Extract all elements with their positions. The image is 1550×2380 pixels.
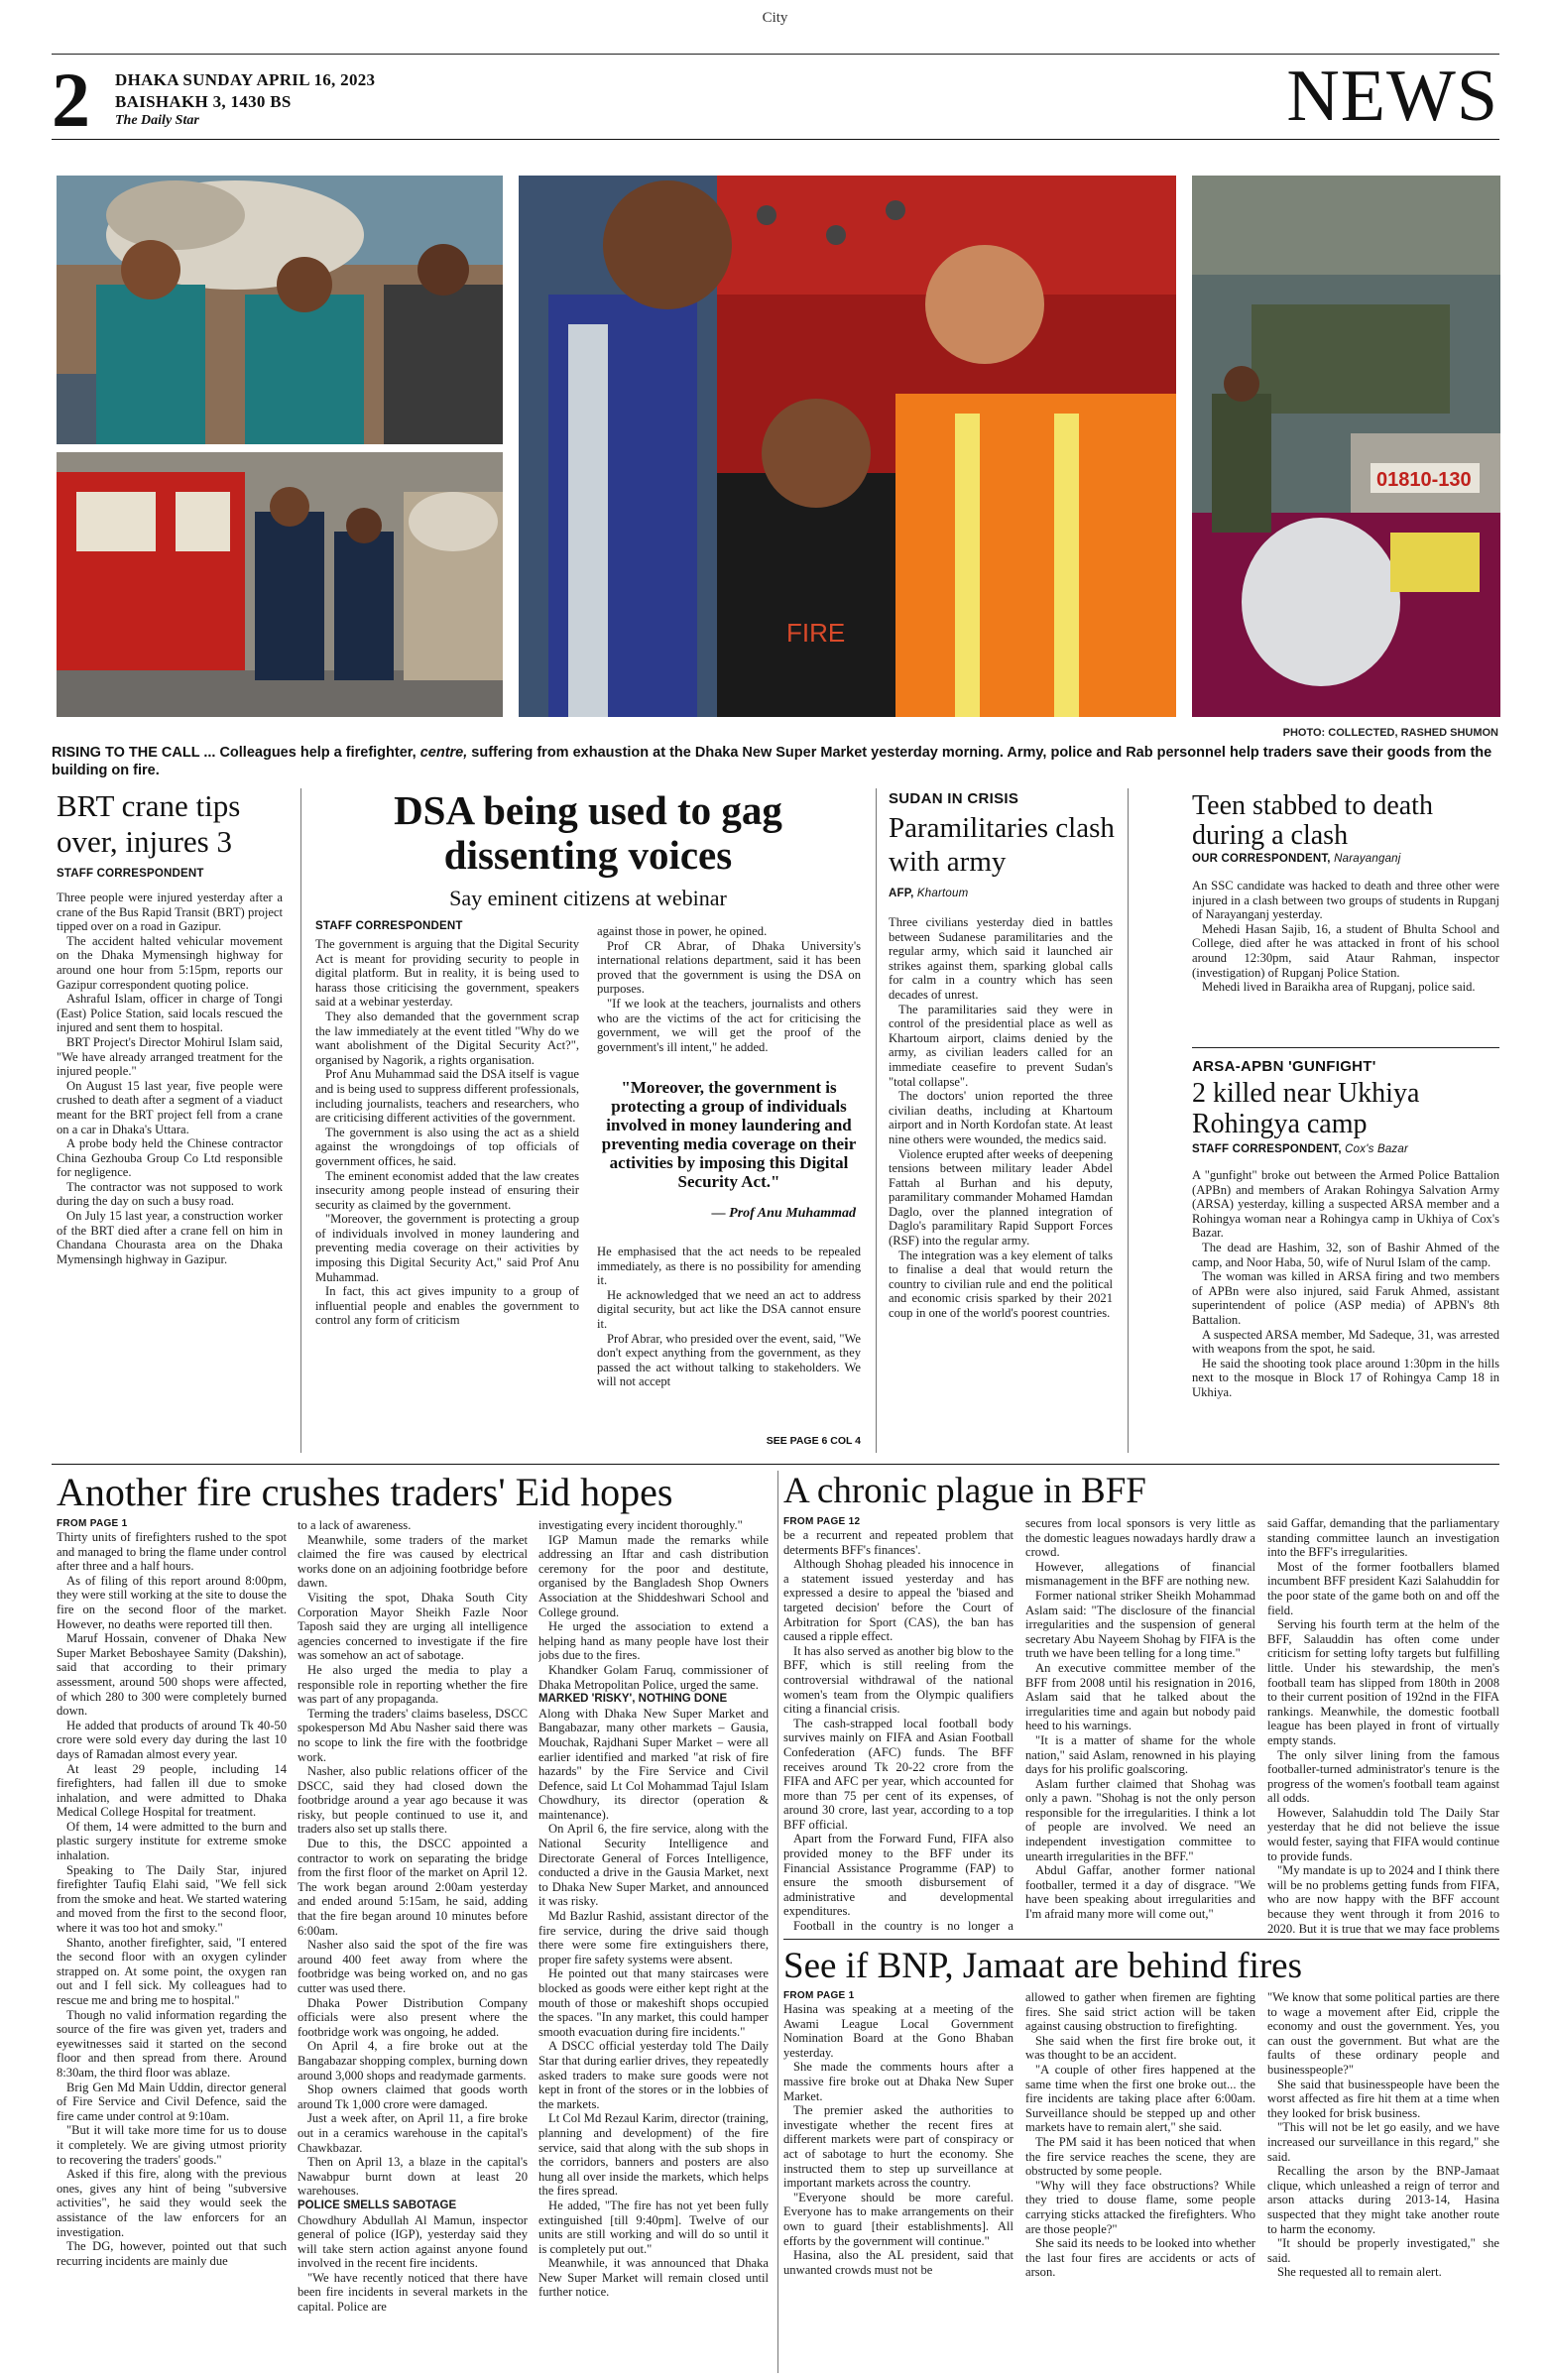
sudan-byline-agency: AFP, — [889, 888, 914, 899]
teen-byline-label: OUR CORRESPONDENT, — [1192, 853, 1331, 865]
fire-para: Along with Dhaka New Super Market and Bangabazar, many other markets – Gausia, Mouchak, Rajdhani Super Market – were all earlier identified and marked "at risk of fire hazards" by the Fire Service and Civil Defence, said Lt Col Mohammad Tajul Islam Chowdhury, its director (operation & maintenance). — [538, 1706, 769, 1822]
bff-para: Serving his fourth term at the helm of the BFF, Salauddin has often come under criticism for setting lofty targets but fulfilling little. Under his stewardship, the men's football team has slipped from 180th in 2008 to their current position of 192nd in the FIFA rankings. Meanwhile, the domestic football league has been played in front of virtually empty stands. — [1267, 1617, 1499, 1747]
fire-headline: Another fire crushes traders' Eid hopes — [57, 1470, 673, 1514]
dsa-para: He acknowledged that we need an act to address digital security, but act like the DSA cannot ensure it. — [597, 1287, 861, 1331]
dsa-para: Prof CR Abrar, of Dhaka University's international relations department, said it has been proved that the government is using the DSA on purposes. — [597, 938, 861, 997]
fire-para: Of them, 14 were admitted to the burn and plastic surgery institute for extreme smoke inhalation. — [57, 1819, 287, 1863]
fire-para: Terming the traders' claims baseless, DSCC spokesperson Md Abu Nasher said there was no scope to link the fire with the footbridge work. — [298, 1706, 528, 1764]
fire-para: Maruf Hossain, convener of Dhaka New Super Market Beboshayee Samity (Dakshin), said that according to their primary assessment, around 500 shops were affected, of which 280 to 300 were completely burned down. — [57, 1631, 287, 1719]
teen-para: Mehedi lived in Baraikha area of Rupganj, police said. — [1202, 980, 1476, 995]
photo-credit: PHOTO: COLLECTED, RASHED SHUMON — [1282, 727, 1498, 739]
teen-byline-place: Narayanganj — [1334, 853, 1401, 865]
fire-para: IGP Mamun made the remarks while addressing an Iftar and cash distribution ceremony for the poor and destitute, organised by the Bangladesh Shop Owners Association at the Shiddeshwari School and College ground. — [538, 1532, 769, 1619]
fire-para: Brig Gen Md Main Uddin, director general of Fire Service and Civil Defence, said the fire came under control at 9:10am. — [57, 2080, 287, 2123]
dsa-para: In fact, this act gives impunity to a group of influential people and enables the government to control any form of criticism — [315, 1284, 579, 1328]
date-gregorian: DHAKA SUNDAY APRIL 16, 2023 — [115, 70, 376, 89]
fire-para: Nasher, also public relations officer of the DSCC, said they had closed down the footbridge around a year ago because it was risky, but people continued to use it, and traders also set up stalls there. — [298, 1764, 528, 1837]
dsa-body-col2-top — [597, 924, 861, 1073]
caption-rest: suffering from exhaustion at the Dhaka New Super Market yesterday morning. Army, police and Rab personnel help traders save their goods from the building on fire. — [52, 745, 1492, 778]
bff-para: The cash-strapped local football body survives mainly on FIFA and Asian Football Confederation (AFC) funds. The BFF receives around Tk 20-22 crore from the FIFA and AFC per year, which accounted for more than 75 per cent of its expenses, of around 30 crore, last year, according to a top BFF official. — [783, 1716, 1013, 1832]
sudan-byline-place: Khartoum — [916, 888, 969, 899]
fire-para: Though no valid information regarding the source of the fire was given yet, traders and eyewitnesses said it started on the second floor and then spread from there. Around 8:30am, the third floor was ablaze. — [57, 2007, 287, 2080]
arsa-byline-place: Cox's Bazar — [1345, 1143, 1408, 1155]
fire-para: He added, "The fire has not yet been fully extinguished [till 9:40pm]. Twelve of our units are still working and will do so until it is completely put out." — [538, 2198, 769, 2256]
bff-para: "My mandate is up to 2024 and I think there will be no problems getting funds from FIFA, who are now happy with the BFF account because they went through it from 2016 to 2020. But it is true that we may face problems — [1267, 1863, 1499, 1935]
dsa-para: "If we look at the teachers, journalists and others who are the victims of the act for criticising the government, we will get the proof of the government's ill intent," he added. — [597, 996, 861, 1054]
sudan-para: Three civilians yesterday died in battles between Sudanese paramilitaries and the regular army, which said it launched air strikes against them, sparking global calls for calm in a country which has seen decades of unrest. — [889, 915, 1113, 1002]
bff-para: Apart from the Forward Fund, FIFA also provided money to the BFF under its Financial Assistance Programme (FAP) to ensure the smooth disbursement of administrative and developmental expenditures. — [783, 1832, 1013, 1919]
teen-para: An SSC candidate was hacked to death and three other were injured in a clash between two groups of students in Rupganj of Narayanganj yesterday. — [1192, 879, 1499, 922]
fire-para: Shop owners claimed that goods worth around Tk 1,000 crore were damaged. — [298, 2082, 528, 2111]
fire-body-col1 — [57, 1530, 287, 2375]
fire-para: As of filing of this report around 8:00pm, they were still working at the site to douse the fire on the second floor of the market. However, no deaths were reported till then. — [57, 1573, 287, 1631]
fire-body-col3 — [538, 1518, 769, 2375]
fire-para: Dhaka Power Distribution Company officials were also present where the footbridge work was ongoing, he added. — [298, 1995, 528, 2039]
bff-para: "It is a matter of shame for the whole nation," said Aslam, renowned in his playing days for his prolific goalscoring. — [1025, 1732, 1255, 1777]
photo-police-carrying-goods — [57, 176, 503, 444]
dsa-quote-attribution: — Prof Anu Muhammad — [711, 1206, 856, 1221]
bnp-headline: See if BNP, Jamaat are behind fires — [783, 1946, 1302, 1986]
fire-para: Just a week after, on April 11, a fire broke out in a ceramics warehouse in the capital's Chawkbazar. — [298, 2111, 528, 2155]
bnp-para: Hasina was speaking at a meeting of the Awami League Local Government Nomination Board at the Gono Bhaban yesterday. — [783, 2002, 1013, 2060]
header-bottom-rule — [52, 139, 1499, 140]
brt-para: BRT Project's Director Mohirul Islam said, "We have already arranged treatment for the injured people." — [57, 1034, 283, 1079]
bnp-para: She said its needs to be looked into whether the last four fires are accidents or acts of arson. — [1025, 2236, 1255, 2280]
fire-para: On April 4, a fire broke out at the Bangabazar shopping complex, burning down around 3,000 shops and readymade garments. — [298, 2039, 528, 2082]
fire-para: Thirty units of firefighters rushed to the spot and managed to bring the flame under control after three and a half hours. — [57, 1530, 287, 1574]
dsa-para: The government is arguing that the Digital Security Act is meant for providing security to people in digital platform. But in reality, it is being used to harass those criticising the government, speakers said at a webinar yesterday. — [315, 937, 579, 1010]
dsa-headline: DSA being used to gag dissenting voices — [394, 787, 782, 878]
fire-para: Shanto, another firefighter, said, "I entered the second floor with an oxygen cylinder strapped on. At some point, the oxygen ran out and I fell sick. My colleagues had to rescue me and bring me to hospital." — [57, 1935, 287, 2007]
fire-para: Md Bazlur Rashid, assistant director of the fire service, during the drive said though there were some fire extinguishers there, proper fire safety systems were absent. — [538, 1909, 769, 1966]
page-number: 2 — [52, 57, 90, 143]
bnp-para: "Everyone should be more careful. Everyone has to make arrangements on their own to guard [their establishments]. All efforts by the government will continue." — [783, 2190, 1013, 2248]
dsa-continued[interactable]: SEE PAGE 6 COL 4 — [766, 1435, 861, 1447]
arsa-byline — [1192, 1143, 1408, 1155]
fire-para: He also urged the media to play a responsible role in reporting whether the fire was part of any propaganda. — [298, 1662, 528, 1707]
story-divider — [1192, 1047, 1499, 1048]
dsa-para: The eminent economist added that the law creates insecurity among people instead of ensuring their security as claimed by the government. — [315, 1168, 579, 1212]
bnp-para: The premier asked the authorities to investigate whether the recent fires at different markets were part of conspiracy or act of sabotage to hurt the economy. She instructed them to step up surveillance at important markets across the country. — [783, 2103, 1013, 2191]
fire-para: Khandker Golam Faruq, commissioner of Dhaka Metropolitan Police, urged the same. — [538, 1662, 769, 1692]
fire-from-page: FROM PAGE 1 — [57, 1518, 128, 1529]
bnp-para: The PM said it has been noticed that when the fire service reaches the scene, they are obstructed by some people. — [1025, 2134, 1255, 2179]
brt-headline: BRT crane tips over, injures 3 — [57, 788, 241, 859]
section-label-top: City — [762, 10, 788, 26]
svg-text:FIRE: FIRE — [786, 618, 846, 648]
sudan-headline: Paramilitaries clash with army — [889, 812, 1115, 878]
sudan-byline — [889, 888, 968, 899]
fire-para: "But it will take more time for us to douse it completely. We are giving utmost priority to recovering the traders' goods." — [57, 2123, 287, 2167]
brt-para: On August 15 last year, five people were crushed to death after a segment of a viaduct meant for the BRT project fell from a crane on a car in Dhaka's Uttara. — [57, 1078, 283, 1136]
photo-caption — [52, 744, 1499, 779]
caption-lead: RISING TO THE CALL ... — [52, 745, 216, 761]
arsa-byline-label: STAFF CORRESPONDENT, — [1192, 1143, 1342, 1155]
sudan-kicker: SUDAN IN CRISIS — [889, 790, 1019, 807]
bff-para: Although Shohag pleaded his innocence in a statement issued yesterday and has expressed a desire to appeal the 'biased and targeted decision' before the Court of Arbitration for Sport (CAS), the ban has caused a ripple effect. — [783, 1557, 1013, 1644]
bnp-para: "It should be properly investigated," she said. — [1267, 2236, 1499, 2265]
arsa-para: A "gunfight" broke out between the Armed Police Battalion (APBn) and members of Arakan Rohingya Salvation Army (ARSA) yesterday, killing a suspected ARSA member and a Rohingya woman near a Rohingya camp in Ukhiya of Cox's Bazar. — [1192, 1168, 1499, 1241]
bnp-para: "This will not be let go easily, and we have increased our surveillance in this regard," she said. — [1267, 2120, 1499, 2164]
photo-army-rescue — [1192, 176, 1500, 717]
teen-para: Mehedi Hasan Sajib, 16, a student of Bhulta School and College, died after he was attacked in front of his school around 12:30pm, said Ataur Rahman, inspector (investigation) of Rupganj Police Station. — [1192, 921, 1499, 980]
fire-para: Meanwhile, some traders of the market claimed the fire was caused by electrical works done on an adjoining footbridge before dawn. — [298, 1532, 528, 1591]
bff-para: Former national striker Sheikh Mohammad Aslam said: "The disclosure of the financial irregularities and the suspension of general secretary Abu Nayeem Shohag by FIFA is the truth we have been telling for a long time." — [1025, 1588, 1255, 1661]
teen-byline — [1192, 853, 1401, 865]
fire-para: He pointed out that many staircases were blocked as goods were either kept right at the mouth of those or makeshift shops occupied the spaces. "In any market, this could hamper smooth evacuation during fire incidents." — [538, 1966, 769, 2039]
column-divider — [1128, 788, 1129, 1453]
fire-subhead: MARKED 'RISKY', NOTHING DONE — [538, 1693, 728, 1706]
fire-para: Asked if this fire, along with the previous ones, gives any hint of being "subversive activities", he said they would seek the assistance of the law enforcers for an investigation. — [57, 2167, 287, 2239]
bff-para: However, allegations of financial mismanagement in the BFF are nothing new. — [1025, 1559, 1255, 1589]
bnp-para: "A couple of other fires happened at the same time when the first one broke out... the fire incidents are taking place after 6:00am. Surveillance should be stepped up and other markets have to remain alert," she said. — [1025, 2062, 1255, 2135]
section-title: NEWS — [1286, 56, 1498, 137]
bff-headline: A chronic plague in BFF — [783, 1471, 1146, 1511]
bff-para: Abdul Gaffar, another former national footballer, termed it a day of disgrace. "We have been speaking about irregularities and I'm afraid many more will come out," — [1025, 1863, 1255, 1922]
dsa-body-col1 — [315, 937, 579, 1433]
fire-subhead: POLICE SMELLS SABOTAGE — [298, 2199, 457, 2211]
dsa-subhead: Say eminent citizens at webinar — [449, 886, 727, 910]
bff-para: Most of the former footballers blamed incumbent BFF president Kazi Salahuddin for the poor state of the game both on and off the field. — [1267, 1559, 1499, 1617]
bnp-para: "Why will they face obstructions? While they tried to douse flame, some people carrying sticks attacked the firefighters. Who are those people?" — [1025, 2178, 1255, 2236]
fire-para: Visiting the spot, Dhaka South City Corporation Mayor Sheikh Fazle Noor Taposh said they are urging all intelligence agencies concerned to investigate if the fire was somehow an act of sabotage. — [298, 1590, 528, 1663]
photo-exhausted-firefighter — [519, 176, 1176, 717]
brt-para: Ashraful Islam, officer in charge of Tongi (East) Police Station, said locals rescued the injured and sent them to hospital. — [57, 992, 283, 1035]
caption-text: Colleagues help a firefighter, — [215, 745, 420, 761]
teen-body — [1192, 879, 1499, 1042]
bnp-body-col3 — [1267, 1990, 1499, 2375]
dsa-para: He emphasised that the act needs to be repealed immediately, as there is no possibility for amending it. — [597, 1245, 861, 1288]
fire-para: Due to this, the DSCC appointed a contractor to work on separating the bridge from the first floor of the market on April 12. The work began around 2:00am yesterday and ended around 5:15am, he said, adding that the fire began around 10 minutes before 6:00am. — [298, 1837, 528, 1938]
bnp-para: Recalling the arson by the BNP-Jamaat clique, which unleashed a reign of terror and arson attacks during 2013-14, Hasina suspected that they might take another route to harm the economy. — [1267, 2164, 1499, 2236]
bff-body-col1 — [783, 1528, 1013, 1935]
dsa-pull-quote: "Moreover, the government is protecting a group of individuals involved in money laundering and preventing media coverage on their activities by imposing this Digital Security Act." — [601, 1078, 857, 1191]
column-divider — [876, 788, 877, 1453]
brand-logo: The Daily Star — [115, 113, 199, 128]
fire-para: The DG, however, pointed out that such recurring incidents are mainly due — [57, 2239, 287, 2268]
brt-byline: STAFF CORRESPONDENT — [57, 868, 204, 880]
dsa-para: against those in power, he opined. — [597, 924, 768, 938]
bnp-para: She said when the first fire broke out, it was thought to be an accident. — [1025, 2033, 1255, 2063]
sudan-para: Violence erupted after weeks of deepening tensions between military leader Abdel Fattah al Burhan and his deputy, paramilitary commander Mohamed Hamdan Daglo, over the planned integration of Daglo's paramilitary Rapid Support Forces (RSF) into the regular army. — [889, 1146, 1113, 1249]
dsa-para: Prof Abrar, who presided over the event, said, "We don't expect anything from the government, as they passed the act without talking to stakeholders. We will not accept — [597, 1331, 861, 1389]
brt-para: A probe body held the Chinese contractor China Gezhouba Group Co Ltd responsible for negligence. — [57, 1136, 283, 1180]
bnp-from-page: FROM PAGE 1 — [783, 1990, 855, 2001]
arsa-headline: 2 killed near Ukhiya Rohingya camp — [1192, 1078, 1420, 1139]
fire-para: Speaking to The Daily Star, injured firefighter Taufiq Elahi said, "We fell sick from the smoke and heat. We started watering and moved from the first to the second floor, where it was too hot and smoky." — [57, 1862, 287, 1936]
bff-para: Aslam further claimed that Shohag was only a pawn. "Shohag is not the only person responsible for the irregularities. I think a lot of people are involved. We need an independent investigation committee to unearth irregularities in the BFF." — [1025, 1776, 1255, 1863]
bnp-para: allowed to gather when firemen are fighting fires. She said strict action will be taken against causing obstruction to firefighting. — [1025, 1990, 1255, 2034]
dsa-para: "Moreover, the government is protecting a group of individuals involved in money laundering and preventing media coverage on their activities by imposing this Digital Security Act," said Prof Anu Muhammad. — [315, 1212, 579, 1284]
header-top-rule — [52, 54, 1499, 55]
fire-para: At least 29 people, including 14 firefighters, had fallen ill due to smoke inhalation, and were admitted to Dhaka Medical College Hospital for treatment. — [57, 1761, 287, 1820]
fire-para: He urged the association to extend a helping hand as many people have lost their jobs due to the fires. — [538, 1619, 769, 1663]
bff-body-col2 — [1025, 1516, 1255, 1935]
fire-para: A DSCC official yesterday told The Daily Star that during earlier drives, they repeatedly asked traders to make sure goods were not kept in front of the stores or in the lobbies of the markets. — [538, 2039, 769, 2111]
dateline — [115, 69, 375, 113]
bff-para: secures from local sponsors is very little as the domestic leagues nowadays hardly draw a crowd. — [1025, 1516, 1255, 1560]
bnp-body-col1 — [783, 2002, 1013, 2375]
bnp-para: She requested all to remain alert. — [1277, 2265, 1442, 2280]
bnp-para: Hasina, also the AL president, said that unwanted crowds must not be — [783, 2248, 1013, 2277]
fire-para: Chowdhury Abdullah Al Mamun, inspector general of police (IGP), yesterday said they will take stern action against anyone found involved in the recent fire incidents. — [298, 2212, 528, 2271]
dsa-para: They also demanded that the government scrap the law immediately at the event titled "Why do we want abolishment of the Digital Security Act?", organised by Nagorik, a rights organisation. — [315, 1009, 579, 1067]
fire-para: He added that products of around Tk 40-50 crore were sold every day during the last 10 days of Ramadan almost every year. — [57, 1718, 287, 1761]
bff-para: It has also served as another big blow to the BFF, which is still reeling from the controversial withdrawal of the national women's team from the Olympic qualifiers citing a financial crisis. — [783, 1643, 1013, 1717]
arsa-kicker: ARSA-APBN 'GUNFIGHT' — [1192, 1058, 1376, 1075]
fire-para: Then on April 13, a blaze in the capital's Nawabpur burnt down at least 20 warehouses. — [298, 2155, 528, 2199]
sudan-para: The paramilitaries said they were in control of the presidential place as well as Khartoum airport, claims denied by the army, as civilian leaders called for an immediate ceasefire to prevent Sudan's "total collapse". — [889, 1002, 1113, 1089]
fire-para: investigating every incident thoroughly." — [538, 1518, 743, 1532]
bnp-body-col2 — [1025, 1990, 1255, 2375]
column-divider — [777, 1471, 778, 2373]
brt-para: On July 15 last year, a construction worker of the BRT died after a crane fell on him in Chandana Chourasta area on the Dhaka Mymensingh highway in Gazipur. — [57, 1209, 283, 1266]
bff-para: The only silver lining from the famous footballer-turned administrator's tenure is the progress of the women's football team against all odds. — [1267, 1747, 1499, 1806]
bff-body-col3 — [1267, 1516, 1499, 1935]
arsa-body — [1192, 1168, 1499, 1451]
story-divider — [783, 1939, 1499, 1940]
arsa-para: The dead are Hashim, 32, son of Bashir Ahmed of the camp, and Noor Haba, 50, wife of Nurul Islam of the camp. — [1192, 1240, 1499, 1269]
dsa-para: Prof Anu Muhammad said the DSA itself is vague and is being used to suppress different professionals, including journalists, teachers and researchers, who are criticising different activities of the government. — [315, 1067, 579, 1126]
dsa-byline: STAFF CORRESPONDENT — [315, 920, 463, 932]
photo-sign-text: 01810-130 — [1376, 469, 1472, 491]
fire-body-col2 — [298, 1518, 528, 2375]
bnp-para: She made the comments hours after a massive fire broke out at Dhaka New Super Market. — [783, 2060, 1013, 2103]
fire-para: "We have recently noticed that there have been fire incidents in several markets in the capital. Police are — [298, 2270, 528, 2315]
sudan-para: The doctors' union reported the three civilian deaths, including at Khartoum airport and in North Kordofan state. At least nine others were wounded, the medics said. — [889, 1089, 1113, 1146]
sudan-body — [889, 915, 1113, 1451]
dsa-body-col2-bottom — [597, 1245, 861, 1428]
arsa-para: The woman was killed in ARSA firing and two members of APBn were also injured, said Faruk Ahmed, assistant superintendent of police (ASP media) of APBN's 8th Battalion. — [1192, 1269, 1499, 1327]
bff-para: However, Salahuddin told The Daily Star yesterday that he did not believe the issue would fester, saying that FIFA would continue to provide funds. — [1267, 1805, 1499, 1863]
dsa-para: The government is also using the act as a shield against the wrongdoings of top officials of government offices, he said. — [315, 1125, 579, 1168]
arsa-para: A suspected ARSA member, Md Sadeque, 31, was arrested with weapons from the spot, he said. — [1192, 1327, 1499, 1357]
bnp-para: "We know that some political parties are there to wage a movement after Eid, cripple the economy and oust the government. Yes, you can oust the government. But what are the faults of these ordinary people and businesspeople?" — [1267, 1990, 1499, 2077]
sudan-para: The integration was a key element of talks to finalise a deal that would return the country to civilian rule and end the political and economic crisis sparked by their 2021 coup in one of the world's poorest countries. — [889, 1248, 1113, 1321]
column-divider — [300, 788, 301, 1453]
bnp-para: She said that businesspeople have been the worst affected as fire hit them at a time when they looked for brisk business. — [1267, 2077, 1499, 2120]
fire-para: Meanwhile, it was announced that Dhaka New Super Market will remain closed until further notice. — [538, 2256, 769, 2300]
brt-para: The contractor was not supposed to work during the day on such a busy road. — [57, 1179, 283, 1209]
bff-para: be a recurrent and repeated problem that determents BFF's finances'. — [783, 1528, 1013, 1557]
brt-para: The accident halted vehicular movement on the Dhaka Mymensingh highway for around one hour from 5:15pm, reports our Gazipur correspondent quoting police. — [57, 933, 283, 992]
fire-para: to a lack of awareness. — [298, 1518, 412, 1532]
bff-para: An executive committee member of the BFF from 2008 until his resignation in 2016, Aslam said that he talked about the irregularities time and again but nobody paid heed to his warnings. — [1025, 1660, 1255, 1733]
fire-para: Nasher also said the spot of the fire was around 400 feet away from where the footbridge was being worked on, and no gas cutter was used there. — [298, 1938, 528, 1995]
bff-from-page: FROM PAGE 12 — [783, 1516, 861, 1527]
bff-para: said Gaffar, demanding that the parliamentary standing committee launch an investigation into the BFF's irregularities. — [1267, 1516, 1499, 1560]
fire-para: Lt Col Md Rezaul Karim, director (training, planning and development) of the fire service, said that along with the sub shops in the corridors, banners and posters are also hung all over inside the markets, which helps the fires spread. — [538, 2111, 769, 2199]
brt-para: Three people were injured yesterday after a crane of the Bus Rapid Transit (BRT) project tipped over on a road in Gazipur. — [57, 891, 283, 934]
date-bangla: BAISHAKH 3, 1430 BS — [115, 92, 292, 111]
teen-headline: Teen stabbed to death during a clash — [1192, 790, 1433, 851]
row-divider — [52, 1464, 1499, 1465]
caption-italic: centre, — [419, 745, 468, 761]
photo-fire-truck-rab — [57, 452, 503, 717]
arsa-para: He said the shooting took place around 1:30pm in the hills next to the mosque in Block 17 of Rohingya Camp 18 in Ukhiya. — [1192, 1356, 1499, 1399]
brt-body — [57, 891, 283, 1461]
fire-para: On April 6, the fire service, along with the National Security Intelligence and Directorate General of Forces Intelligence, conducted a drive in the Gausia Market, next to Dhaka New Super Market, and announced it was risky. — [538, 1822, 769, 1909]
bff-para: Football in the country is no longer a — [793, 1919, 1013, 1934]
